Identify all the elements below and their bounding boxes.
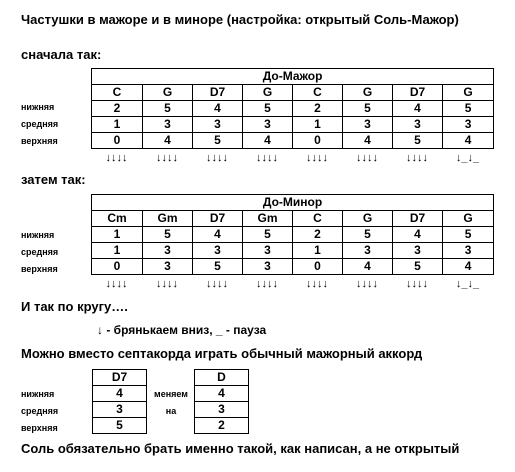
fret-cell: 1 bbox=[92, 227, 143, 243]
fret-cell: 3 bbox=[443, 117, 494, 133]
fret-cell: 4 bbox=[443, 259, 494, 275]
strum-pattern: ↓↓↓↓ bbox=[356, 152, 378, 164]
page-title: Частушки в мажоре и в миноре (настройка: открытый Соль-Мажор) bbox=[21, 12, 459, 27]
fret-cell: 2 bbox=[92, 101, 143, 117]
string-row-middle bbox=[92, 117, 494, 133]
strum-pattern: ↓↓↓↓ bbox=[406, 152, 428, 164]
chord-cell: Gm bbox=[243, 211, 293, 227]
chord-d7-table bbox=[92, 369, 147, 434]
fret-cell: 5 bbox=[343, 101, 393, 117]
fret-cell: 2 bbox=[293, 101, 343, 117]
strum-legend: ↓ - брянькаем вниз, _ - пауза bbox=[97, 323, 267, 337]
table-title: До-Минор bbox=[92, 195, 494, 211]
fret-cell: 4 bbox=[193, 101, 243, 117]
fret-cell: 3 bbox=[343, 243, 393, 259]
fret-cell: 4 bbox=[393, 227, 443, 243]
chord-cell: D7 bbox=[93, 370, 147, 386]
fret-cell: 5 bbox=[243, 101, 293, 117]
footer-note: Соль обязательно брать именно такой, как написан, а не открытый bbox=[21, 441, 460, 456]
chord-cell: G bbox=[143, 85, 193, 101]
chord-cell: D7 bbox=[193, 85, 243, 101]
fret-cell: 5 bbox=[393, 259, 443, 275]
strum-pattern: ↓↓↓↓ bbox=[105, 152, 128, 164]
fret-cell: 5 bbox=[343, 227, 393, 243]
chord-d-table bbox=[194, 369, 249, 434]
replace-word: меняем bbox=[154, 389, 188, 399]
fret-cell: 1 bbox=[92, 243, 143, 259]
row-label-bottom: нижняя bbox=[21, 230, 55, 240]
fret-cell: 3 bbox=[393, 117, 443, 133]
fret-cell: 3 bbox=[93, 402, 147, 418]
strum-pattern: ↓↓↓↓ bbox=[206, 152, 228, 164]
fret-cell: 3 bbox=[243, 117, 293, 133]
fret-cell: 0 bbox=[293, 259, 343, 275]
chord-row bbox=[92, 85, 494, 101]
chord-table-minor bbox=[91, 194, 494, 275]
chord-cell: Gm bbox=[143, 211, 193, 227]
fret-cell: 3 bbox=[243, 243, 293, 259]
chord-cell: D7 bbox=[193, 211, 243, 227]
chord-cell: C bbox=[293, 85, 343, 101]
fret-cell: 3 bbox=[143, 243, 193, 259]
fret-cell: 2 bbox=[195, 418, 249, 434]
fret-cell: 3 bbox=[143, 117, 193, 133]
fret-cell: 4 bbox=[193, 227, 243, 243]
second-label: затем так: bbox=[21, 172, 86, 187]
strum-pattern: ↓↓↓↓ bbox=[256, 278, 278, 290]
fret-cell: 5 bbox=[193, 259, 243, 275]
chord-cell: G bbox=[343, 85, 393, 101]
loop-text: И так по кругу…. bbox=[21, 299, 128, 314]
chord-cell: C bbox=[92, 85, 143, 101]
fret-cell: 1 bbox=[293, 117, 343, 133]
chord-cell: D7 bbox=[393, 211, 443, 227]
table-title: До-Мажор bbox=[92, 69, 494, 85]
fret-cell: 5 bbox=[243, 227, 293, 243]
fret-cell: 5 bbox=[443, 227, 494, 243]
fret-cell: 4 bbox=[443, 133, 494, 149]
fret-cell: 4 bbox=[393, 101, 443, 117]
strum-pattern: ↓↓↓↓ bbox=[356, 278, 378, 290]
chord-cell: Cm bbox=[92, 211, 143, 227]
fret-cell: 3 bbox=[343, 117, 393, 133]
fret-cell: 4 bbox=[195, 386, 249, 402]
chord-cell: C bbox=[293, 211, 343, 227]
fret-cell: 3 bbox=[393, 243, 443, 259]
chord-cell: G bbox=[443, 211, 494, 227]
row-label-middle: средняя bbox=[21, 247, 59, 257]
fret-cell: 4 bbox=[343, 133, 393, 149]
fret-cell: 4 bbox=[343, 259, 393, 275]
fret-cell: 5 bbox=[143, 227, 193, 243]
row-label-top: верхняя bbox=[21, 136, 58, 146]
strum-pattern: ↓_↓_ bbox=[455, 278, 480, 290]
string-row-bottom bbox=[92, 227, 494, 243]
chord-row bbox=[92, 211, 494, 227]
fret-cell: 0 bbox=[92, 133, 143, 149]
fret-cell: 3 bbox=[443, 243, 494, 259]
row-label-top: верхняя bbox=[21, 423, 58, 433]
chord-cell: D bbox=[195, 370, 249, 386]
chord-cell: G bbox=[343, 211, 393, 227]
chord-cell: G bbox=[443, 85, 494, 101]
strum-pattern: ↓↓↓↓ bbox=[156, 152, 178, 164]
fret-cell: 1 bbox=[92, 117, 143, 133]
row-label-top: верхняя bbox=[21, 264, 58, 274]
strum-pattern: ↓↓↓↓ bbox=[105, 278, 128, 290]
fret-cell: 3 bbox=[193, 243, 243, 259]
first-label: сначала так: bbox=[21, 47, 102, 62]
strum-pattern: ↓↓↓↓ bbox=[306, 152, 328, 164]
chord-cell: G bbox=[243, 85, 293, 101]
row-label-bottom: нижняя bbox=[21, 389, 55, 399]
fret-cell: 3 bbox=[143, 259, 193, 275]
fret-cell: 2 bbox=[293, 227, 343, 243]
fret-cell: 5 bbox=[393, 133, 443, 149]
fret-cell: 5 bbox=[193, 133, 243, 149]
fret-cell: 4 bbox=[143, 133, 193, 149]
string-row-top bbox=[92, 259, 494, 275]
fret-cell: 4 bbox=[243, 133, 293, 149]
fret-cell: 0 bbox=[92, 259, 143, 275]
strum-pattern: ↓↓↓↓ bbox=[156, 278, 178, 290]
string-row-bottom bbox=[92, 101, 494, 117]
chord-table-major bbox=[91, 68, 494, 149]
row-label-middle: средняя bbox=[21, 119, 59, 129]
seventh-chord-note: Можно вместо септакорда играть обычный мажорный аккорд bbox=[21, 346, 423, 361]
fret-cell: 1 bbox=[293, 243, 343, 259]
row-label-bottom: нижняя bbox=[21, 102, 55, 112]
fret-cell: 5 bbox=[143, 101, 193, 117]
row-label-middle: средняя bbox=[21, 406, 59, 416]
fret-cell: 5 bbox=[93, 418, 147, 434]
string-row-top bbox=[92, 133, 494, 149]
fret-cell: 4 bbox=[93, 386, 147, 402]
strum-pattern: ↓_↓_ bbox=[455, 152, 480, 164]
strum-pattern: ↓↓↓↓ bbox=[306, 278, 328, 290]
fret-cell: 3 bbox=[195, 402, 249, 418]
strum-pattern: ↓↓↓↓ bbox=[206, 278, 228, 290]
fret-cell: 3 bbox=[193, 117, 243, 133]
fret-cell: 3 bbox=[243, 259, 293, 275]
strum-pattern: ↓↓↓↓ bbox=[256, 152, 278, 164]
fret-cell: 0 bbox=[293, 133, 343, 149]
replace-word-to: на bbox=[165, 406, 177, 416]
fret-cell: 5 bbox=[443, 101, 494, 117]
chord-cell: D7 bbox=[393, 85, 443, 101]
string-row-middle bbox=[92, 243, 494, 259]
strum-pattern: ↓↓↓↓ bbox=[406, 278, 428, 290]
